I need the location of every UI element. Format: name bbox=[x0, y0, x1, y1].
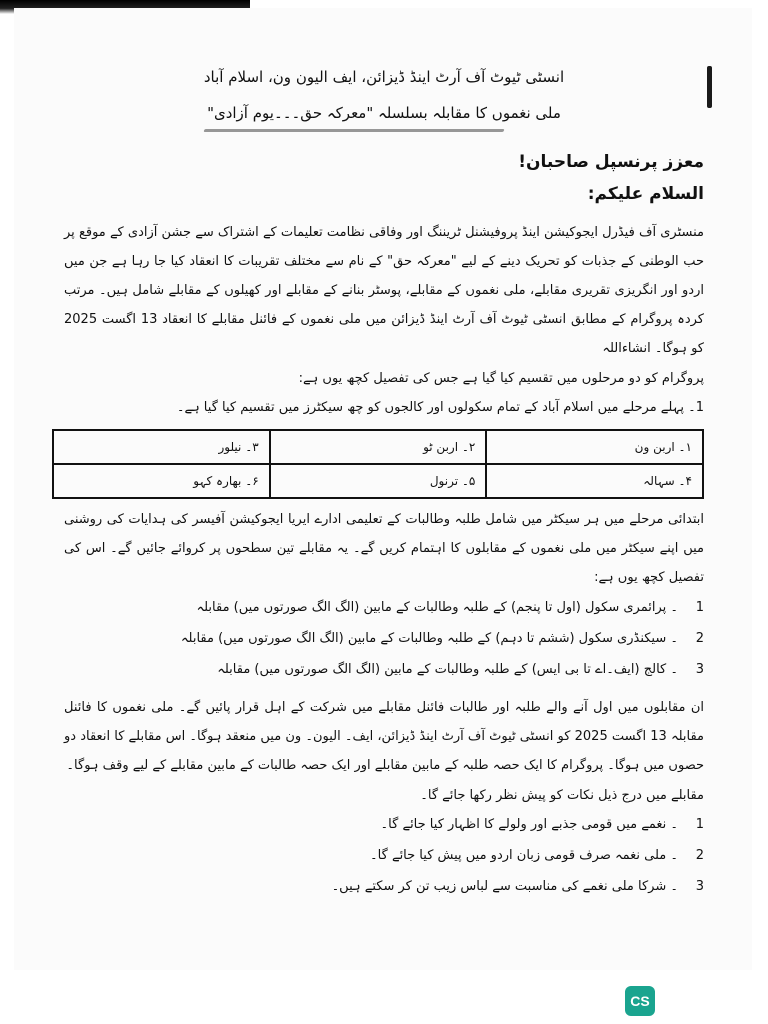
list-number: 3 bbox=[695, 662, 704, 677]
institute-heading: انسٹی ٹیوٹ آف آرٹ اینڈ ڈیزائن، ایف الیون ون، اسلام آباد bbox=[203, 68, 565, 86]
sectors-table bbox=[52, 429, 704, 499]
greeting: السلام علیکم: bbox=[587, 184, 704, 204]
list-item bbox=[64, 631, 704, 646]
paragraph-levels: ابتدائی مرحلے میں ہر سیکٹر میں شامل طلبہ وطالبات کے تعلیمی ادارے ایریا ایجوکیشن آفیسر کی ہدایات کی روشنی میں اپنے سیکٹر میں ملی نغموں کے مقابلوں کا اہتمام کریں گے۔ یہ مقابلے تین سطحوں پر کروائے جائیں گے۔ اس کی تفصیل کچھ یوں ہے: bbox=[64, 512, 704, 585]
list-text: ۔ سیکنڈری سکول (ششم تا دہم) کے طلبہ وطالبات کے مابین (الگ الگ صورتوں میں) مقابلہ bbox=[180, 631, 678, 646]
list-number: 1 bbox=[695, 817, 704, 832]
list-number: 3 bbox=[695, 879, 704, 894]
document-page bbox=[14, 8, 752, 970]
phase-one: 1۔ پہلے مرحلے میں اسلام آباد کے تمام سکولوں اور کالجوں کو چھ سیکٹرز میں تقسیم کیا گیا ہے۔ bbox=[176, 400, 704, 415]
list-item bbox=[64, 879, 704, 894]
list-text: ۔ ملی نغمہ صرف قومی زبان اردو میں پیش کیا جائے گا۔ bbox=[370, 848, 678, 863]
sector-cell: ۲۔ اربن ٹو bbox=[270, 430, 487, 464]
list-item bbox=[64, 817, 704, 832]
letter-title: ملی نغموں کا مقابلہ بسلسلہ "معرکہ حق۔۔۔یوم آزادی" bbox=[64, 104, 704, 122]
list-text: ۔ نغمے میں قومی جذبے اور ولولے کا اظہار کیا جائے گا۔ bbox=[380, 817, 678, 832]
program-intro: پروگرام کو دو مرحلوں میں تقسیم کیا گیا ہے جس کی تفصیل کچھ یوں ہے: bbox=[298, 371, 704, 386]
sector-cell: ۴۔ سہالہ bbox=[486, 464, 703, 498]
list-text: ۔ شرکا ملی نغمے کی مناسبت سے لباس زیب تن کر سکتے ہیں۔ bbox=[331, 879, 678, 894]
list-item bbox=[64, 662, 704, 677]
table-row bbox=[53, 464, 703, 498]
sector-cell: ۵۔ ترنول bbox=[270, 464, 487, 498]
list-item bbox=[64, 848, 704, 863]
letter-body bbox=[64, 68, 704, 910]
salutation: معزز پرنسپل صاحبان! bbox=[518, 152, 704, 172]
list-text: ۔ کالج (ایف۔اے تا بی ایس) کے طلبہ وطالبات کے مابین (الگ الگ صورتوں میں) مقابلہ bbox=[217, 662, 678, 677]
list-number: 2 bbox=[695, 631, 704, 646]
paragraph-final: ان مقابلوں میں اول آنے والے طلبہ اور طالبات فائنل مقابلے میں شرکت کے اہل قرار پائیں گے۔ ملی نغموں کا فائنل مقابلہ 13 اگست 2025 کو انسٹی ٹیوٹ آف آرٹ اینڈ ڈیزائن، ایف۔ الیون۔ ون میں منعقد ہوگا۔ اس مقابلے کا انعقاد دو حصوں میں ہوگا۔ پروگرام کا ایک حصہ طلبہ کے مابین مقابلے اور ایک حصہ طالبات کے مابین مقابلے کے لیے وقف ہوگا۔ bbox=[64, 700, 705, 773]
list-number: 2 bbox=[695, 848, 704, 863]
paragraph-intro: منسٹری آف فیڈرل ایجوکیشن اینڈ پروفیشنل ٹریننگ اور وفاقی نظامت تعلیمات کے اشتراک سے جشن آزادی کے موقع پر حب الوطنی کے جذبات کو تحریک دینے کے لیے "معرکہ حق" کے نام سے مختلف تقریبات کا انعقاد کیا جا رہا ہے جن میں اردو اور انگریزی تقریری مقابلے، ملی نغموں کے مقابلے، پوسٹر بنانے کے مقابلے اور کھیلوں کے مقابلے شامل ہیں۔ مرتب کردہ پروگرام کے مطابق انسٹی ٹیوٹ آف آرٹ اینڈ ڈیزائن میں ملی نغموں کے فائنل مقابلے کا انعقاد 13 اگست 2025 کو ہوگا۔ انشاءاللہ bbox=[64, 225, 704, 356]
table-row bbox=[53, 430, 703, 464]
sector-cell: ۳۔ نیلور bbox=[53, 430, 270, 464]
sector-cell: ۱۔ اربن ون bbox=[486, 430, 703, 464]
list-number: 1 bbox=[695, 600, 704, 615]
rules-intro: مقابلے میں درج ذیل نکات کو پیش نظر رکھا جائے گا۔ bbox=[420, 788, 704, 803]
sector-cell: ۶۔ بھارہ کہو bbox=[53, 464, 270, 498]
margin-mark bbox=[707, 66, 712, 108]
list-item bbox=[64, 600, 704, 615]
list-text: ۔ پرائمری سکول (اول تا پنجم) کے طلبہ وطالبات کے مابین (الگ الگ صورتوں میں) مقابلہ bbox=[196, 600, 678, 615]
camscanner-badge-icon: CS bbox=[625, 986, 655, 1016]
